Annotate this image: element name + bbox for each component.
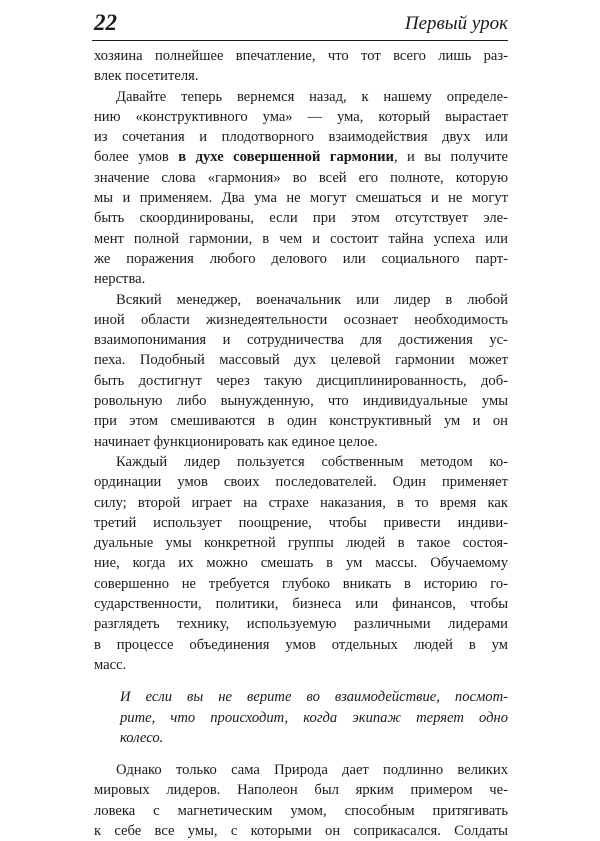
text-line: нию «конструктивного ума» — ума, который вырастает — [94, 108, 508, 125]
text-fragment: более умов — [94, 149, 179, 166]
text-line: хозяина полнейшее впечатление, что тот всего лишь раз- — [94, 48, 508, 64]
text-line: при этом смешиваются в один конструктивный ум и он — [94, 413, 508, 430]
text-line: в процессе объединения умов отдельных людей в ум — [94, 636, 508, 653]
page-body — [94, 46, 508, 841]
text-line: разглядеть технику, используемую различными лидерами — [94, 616, 508, 633]
text-fragment: , и вы получите — [393, 149, 509, 166]
page-number: 22 — [94, 10, 117, 35]
text-line: масс. — [94, 656, 127, 673]
text-line: мы и применяем. Два ума не могут смешаться и не могут — [94, 190, 508, 207]
text-line: же поражения любого делового или социального парт- — [94, 250, 508, 267]
quote-line: рите, что происходит, когда экипаж теряет одно — [120, 709, 508, 726]
text-line: сударственности, политики, бизнеса или финансов, чтобы — [94, 596, 508, 613]
paragraph-5 — [94, 760, 508, 841]
text-line: быть скоординированы, если при этом отсутствует эле- — [94, 210, 508, 227]
text-line: совершенно не требуется глубоко вникать в историю го- — [94, 575, 508, 592]
text-line: взаимопонимания и сотрудничества для достижения ус- — [94, 332, 508, 349]
text-line: иной области жизнедеятельности осознает необходимость — [94, 311, 508, 328]
text-line: Всякий менеджер, военачальник или лидер в любой — [116, 291, 508, 308]
paragraph-1 — [94, 46, 508, 87]
italic-quote — [94, 687, 508, 748]
text-line: ординации умов своих последователей. Один применяет — [94, 474, 508, 491]
bold-phrase: в духе совершенной гармонии — [178, 149, 394, 166]
text-line: третий использует поощрение, чтобы привести индиви- — [94, 514, 508, 531]
text-line: ровольную либо вынужденную, что индивидуальные умы — [94, 393, 508, 410]
page-header — [92, 8, 508, 41]
text-line: мент полной гармонии, в чем и состоит тайна успеха или — [94, 230, 508, 247]
text-line: из сочетания и плодотворного взаимодействия двух или — [94, 129, 508, 146]
text-line: начинает функционировать как единое целое. — [94, 433, 378, 450]
quote-line: И если вы не верите во взаимодействие, посмот- — [120, 689, 508, 706]
text-line: Однако только сама Природа дает подлинно великих — [116, 762, 508, 779]
running-title: Первый урок — [404, 13, 508, 34]
paragraph-2 — [94, 87, 508, 290]
text-line: мировых лидеров. Наполеон был ярким примером че- — [94, 782, 508, 799]
text-line: силу; второй играет на страхе наказания, в то время как — [94, 494, 508, 511]
text-line: значение слова «гармония» во всей его полноте, которую — [94, 169, 508, 186]
text-line: нерства. — [94, 271, 146, 288]
text-line: дуальные умы конкретной группы людей в такое состоя- — [94, 535, 508, 552]
text-line-with-bold — [94, 147, 508, 167]
quote-line: колесо. — [120, 729, 164, 746]
text-line: ние, когда их можно смешать в ум массы. Обучаемому — [94, 555, 508, 572]
text-line: Каждый лидер пользуется собственным методом ко- — [116, 453, 508, 470]
text-line: к себе все умы, с которыми он соприкасался. Солдаты — [94, 822, 508, 839]
text-line: пеха. Подобный массовый дух целевой гармонии может — [94, 352, 508, 369]
paragraph-4 — [94, 452, 508, 675]
text-line: влек посетителя. — [94, 68, 199, 85]
paragraph-3 — [94, 290, 508, 452]
text-line: ловека с магнетическим умом, способным притягивать — [94, 802, 508, 819]
text-line: быть достигнут через такую дисциплинированность, доб- — [94, 372, 508, 389]
text-line: Давайте теперь вернемся назад, к нашему определе- — [116, 88, 508, 105]
